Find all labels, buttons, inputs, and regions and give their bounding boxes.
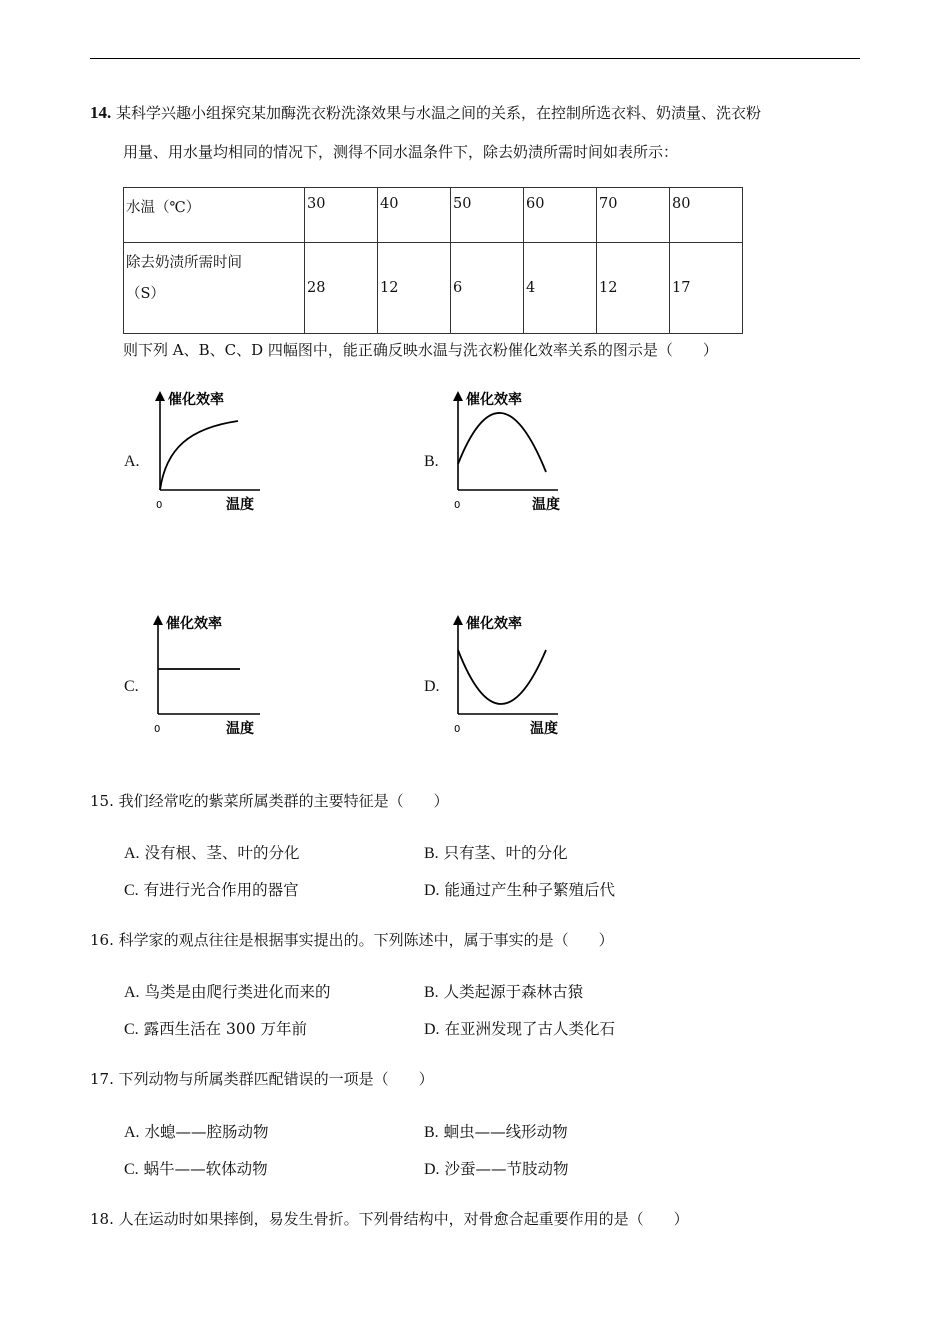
q14-line1 xyxy=(90,103,761,123)
q16-option-c[interactable] xyxy=(124,1017,307,1039)
option-text: 只有茎、叶的分化 xyxy=(438,844,568,862)
table-cell: 60 xyxy=(524,188,597,243)
option-text: 在亚洲发现了古人类化石 xyxy=(439,1020,615,1038)
graph-b xyxy=(448,388,578,518)
option-letter: B. xyxy=(424,845,439,862)
graph-c-xlabel: 温度 xyxy=(226,721,254,737)
option-letter: A. xyxy=(124,845,140,862)
option-letter: B. xyxy=(424,1124,439,1141)
q15-option-c[interactable] xyxy=(124,878,299,900)
option-text: 人类起源于森林古猿 xyxy=(438,983,584,1001)
option-text: 没有根、茎、叶的分化 xyxy=(139,844,300,862)
table-cell: 12 xyxy=(597,243,670,334)
option-letter: C. xyxy=(124,882,139,899)
option-d-label[interactable]: D. xyxy=(424,678,440,695)
table-header-line1: 除去奶渍所需时间 xyxy=(126,255,242,271)
table-cell: 4 xyxy=(524,243,597,334)
graph-b-ylabel: 催化效率 xyxy=(466,392,522,408)
option-letter: D. xyxy=(424,1161,440,1178)
table-cell: 80 xyxy=(670,188,743,243)
option-letter: C. xyxy=(124,1161,139,1178)
q17-option-d[interactable] xyxy=(424,1157,569,1179)
option-text: 鸟类是由爬行类进化而来的 xyxy=(139,983,331,1001)
option-letter: A. xyxy=(124,984,140,1001)
header-rule xyxy=(90,58,860,59)
q18-stem: 18. 人在运动时如果摔倒，易发生骨折。下列骨结构中，对骨愈合起重要作用的是（ ） xyxy=(90,1210,689,1228)
q16-option-b[interactable] xyxy=(424,980,583,1002)
q14-prompt: 则下列 A、B、C、D 四幅图中，能正确反映水温与洗衣粉催化效率关系的图示是（ ） xyxy=(123,341,718,359)
graph-d-origin: 0 xyxy=(454,724,461,735)
table-cell: 40 xyxy=(378,188,451,243)
option-letter: C. xyxy=(124,1021,139,1038)
option-text: 蜗牛——软体动物 xyxy=(138,1160,268,1178)
graph-a xyxy=(150,388,280,518)
option-text: 有进行光合作用的器官 xyxy=(138,881,299,899)
q14-number: 14. xyxy=(90,103,112,122)
graph-c-ylabel: 催化效率 xyxy=(166,616,222,632)
table-row xyxy=(124,243,743,334)
option-text: 沙蚕——节肢动物 xyxy=(439,1160,569,1178)
graph-b-origin: 0 xyxy=(454,500,461,511)
table-cell: 50 xyxy=(451,188,524,243)
q17-option-b[interactable] xyxy=(424,1120,568,1142)
table-cell: 30 xyxy=(305,188,378,243)
table-header-cell xyxy=(124,243,305,334)
curve-b xyxy=(458,413,546,472)
curve-a xyxy=(160,421,238,490)
option-c-label[interactable]: C. xyxy=(124,678,139,695)
q15-option-a[interactable] xyxy=(124,841,300,863)
option-letter: B. xyxy=(424,984,439,1001)
q14-stem-line1: 某科学兴趣小组探究某加酶洗衣粉洗涤效果与水温之间的关系，在控制所选衣料、奶渍量、洗衣粉 xyxy=(116,104,762,122)
graph-a-xlabel: 温度 xyxy=(226,497,254,513)
option-a-label[interactable]: A. xyxy=(124,453,140,470)
option-letter: A. xyxy=(124,1124,140,1141)
q15-stem: 15. 我们经常吃的紫菜所属类群的主要特征是（ ） xyxy=(90,792,449,810)
option-b-label[interactable]: B. xyxy=(424,453,439,470)
q17-option-c[interactable] xyxy=(124,1157,268,1179)
option-letter: D. xyxy=(424,1021,440,1038)
q17-stem: 17. 下列动物与所属类群匹配错误的一项是（ ） xyxy=(90,1070,434,1088)
q15-option-b[interactable] xyxy=(424,841,568,863)
option-text: 水螅——腔肠动物 xyxy=(139,1123,269,1141)
table-header-cell: 水温（℃） xyxy=(124,188,305,243)
table-cell: 17 xyxy=(670,243,743,334)
table-cell: 6 xyxy=(451,243,524,334)
graph-d xyxy=(448,612,578,742)
option-letter: D. xyxy=(424,882,440,899)
graph-c xyxy=(148,612,278,742)
curve-d xyxy=(458,650,546,704)
option-text: 露西生活在 300 万年前 xyxy=(138,1020,308,1038)
q16-option-d[interactable] xyxy=(424,1017,615,1039)
option-text: 蛔虫——线形动物 xyxy=(438,1123,568,1141)
table-cell: 70 xyxy=(597,188,670,243)
graph-a-ylabel: 催化效率 xyxy=(168,392,224,408)
q16-option-a[interactable] xyxy=(124,980,331,1002)
q16-stem: 16. 科学家的观点往往是根据事实提出的。下列陈述中，属于事实的是（ ） xyxy=(90,931,614,949)
option-text: 能通过产生种子繁殖后代 xyxy=(439,881,615,899)
q17-option-a[interactable] xyxy=(124,1120,269,1142)
table-row xyxy=(124,188,743,243)
graph-b-xlabel: 温度 xyxy=(532,497,560,513)
q15-option-d[interactable] xyxy=(424,878,615,900)
graph-a-origin: 0 xyxy=(156,500,163,511)
table-cell: 12 xyxy=(378,243,451,334)
graph-d-ylabel: 催化效率 xyxy=(466,616,522,632)
graph-c-origin: 0 xyxy=(154,724,161,735)
table-header-line2: （S） xyxy=(126,286,165,302)
table-cell: 28 xyxy=(305,243,378,334)
graph-d-xlabel: 温度 xyxy=(530,721,558,737)
q14-table xyxy=(123,187,743,334)
q14-stem-line2: 用量、用水量均相同的情况下，测得不同水温条件下，除去奶渍所需时间如表所示： xyxy=(123,143,679,161)
